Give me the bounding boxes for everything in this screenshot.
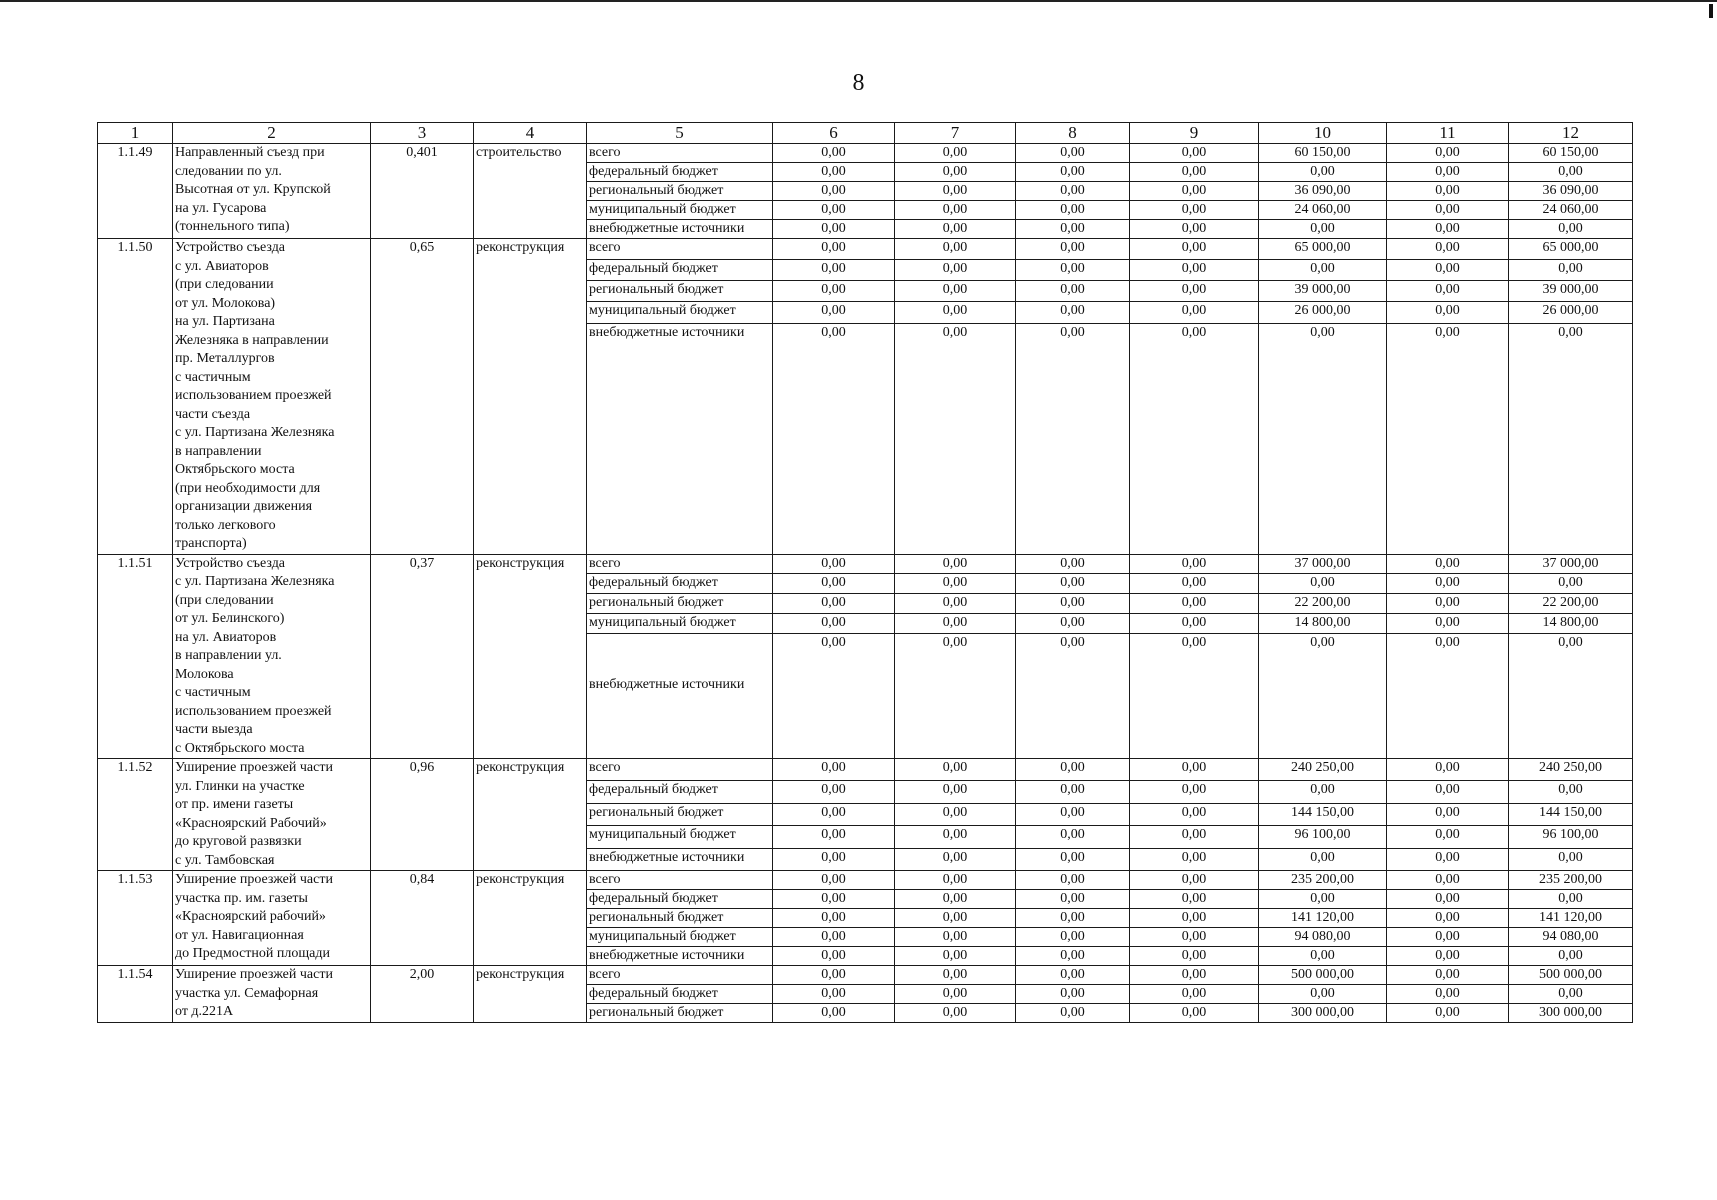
funding-source: внебюджетные источники (587, 220, 773, 239)
amount-cell-col-7: 0,00 (895, 281, 1016, 302)
amount-cell-col-9: 0,00 (1130, 928, 1259, 947)
amount-cell-col-7: 0,00 (895, 781, 1016, 803)
item-work-type: реконструкция (474, 554, 587, 759)
item-length: 0,37 (371, 554, 474, 759)
amount-cell-col-11: 0,00 (1387, 220, 1509, 239)
amount-cell-col-6: 0,00 (773, 302, 895, 323)
amount-cell-col-12: 94 080,00 (1509, 928, 1633, 947)
amount-cell-col-6: 0,00 (773, 848, 895, 870)
amount-cell-col-12: 300 000,00 (1509, 1004, 1633, 1023)
column-header: 6 (773, 123, 895, 144)
amount-cell-col-12: 96 100,00 (1509, 826, 1633, 848)
amount-cell-col-10: 0,00 (1259, 890, 1387, 909)
amount-cell-col-6: 0,00 (773, 890, 895, 909)
amount-cell-col-10: 300 000,00 (1259, 1004, 1387, 1023)
item-name: Направленный съезд при следовании по ул. Высотная от ул. Крупской на ул. Гусарова (тоннельного типа) (173, 144, 371, 239)
funding-source: федеральный бюджет (587, 781, 773, 803)
amount-cell-col-12: 0,00 (1509, 574, 1633, 594)
amount-cell-col-6: 0,00 (773, 323, 895, 554)
amount-cell-col-11: 0,00 (1387, 163, 1509, 182)
table-row (98, 871, 1633, 890)
funding-source: всего (587, 554, 773, 574)
amount-cell-col-12: 37 000,00 (1509, 554, 1633, 574)
column-header: 11 (1387, 123, 1509, 144)
amount-cell-col-8: 0,00 (1016, 281, 1130, 302)
amount-cell-col-10: 0,00 (1259, 260, 1387, 281)
amount-cell-col-7: 0,00 (895, 144, 1016, 163)
item-code: 1.1.49 (98, 144, 173, 239)
header-row (98, 123, 1633, 144)
funding-source: региональный бюджет (587, 909, 773, 928)
amount-cell-col-7: 0,00 (895, 890, 1016, 909)
amount-cell-col-9: 0,00 (1130, 1004, 1259, 1023)
column-header: 9 (1130, 123, 1259, 144)
amount-cell-col-11: 0,00 (1387, 803, 1509, 825)
amount-cell-col-11: 0,00 (1387, 985, 1509, 1004)
amount-cell-col-9: 0,00 (1130, 220, 1259, 239)
funding-source: региональный бюджет (587, 803, 773, 825)
funding-source: муниципальный бюджет (587, 826, 773, 848)
amount-cell-col-9: 0,00 (1130, 909, 1259, 928)
amount-cell-col-11: 0,00 (1387, 144, 1509, 163)
page-number: 8 (852, 70, 865, 96)
amount-cell-col-9: 0,00 (1130, 803, 1259, 825)
column-header: 7 (895, 123, 1016, 144)
scan-top-edge (0, 0, 1717, 2)
amount-cell-col-10: 39 000,00 (1259, 281, 1387, 302)
table-row (98, 144, 1633, 163)
amount-cell-col-9: 0,00 (1130, 594, 1259, 614)
amount-cell-col-10: 14 800,00 (1259, 614, 1387, 634)
amount-cell-col-6: 0,00 (773, 201, 895, 220)
item-code: 1.1.52 (98, 759, 173, 871)
item-work-type: реконструкция (474, 759, 587, 871)
amount-cell-col-12: 500 000,00 (1509, 966, 1633, 985)
amount-cell-col-10: 500 000,00 (1259, 966, 1387, 985)
amount-cell-col-10: 0,00 (1259, 781, 1387, 803)
funding-source: муниципальный бюджет (587, 928, 773, 947)
funding-source: всего (587, 966, 773, 985)
amount-cell-col-12: 144 150,00 (1509, 803, 1633, 825)
funding-source: региональный бюджет (587, 281, 773, 302)
amount-cell-col-10: 36 090,00 (1259, 182, 1387, 201)
funding-source: внебюджетные источники (587, 947, 773, 966)
amount-cell-col-9: 0,00 (1130, 947, 1259, 966)
amount-cell-col-11: 0,00 (1387, 928, 1509, 947)
amount-cell-col-8: 0,00 (1016, 323, 1130, 554)
table-row (98, 759, 1633, 781)
amount-cell-col-7: 0,00 (895, 323, 1016, 554)
amount-cell-col-12: 0,00 (1509, 323, 1633, 554)
amount-cell-col-7: 0,00 (895, 201, 1016, 220)
amount-cell-col-10: 141 120,00 (1259, 909, 1387, 928)
amount-cell-col-7: 0,00 (895, 554, 1016, 574)
item-name: Устройство съезда с ул. Партизана Железняка (при следовании от ул. Белинского) на ул. Авиаторов в направлении ул. Молокова с частичным использованием проезжей части выезда с Октябрьского моста (173, 554, 371, 759)
amount-cell-col-6: 0,00 (773, 826, 895, 848)
funding-source: муниципальный бюджет (587, 614, 773, 634)
amount-cell-col-6: 0,00 (773, 759, 895, 781)
amount-cell-col-8: 0,00 (1016, 848, 1130, 870)
funding-source: региональный бюджет (587, 182, 773, 201)
amount-cell-col-10: 0,00 (1259, 323, 1387, 554)
amount-cell-col-12: 0,00 (1509, 985, 1633, 1004)
amount-cell-col-12: 0,00 (1509, 890, 1633, 909)
amount-cell-col-10: 26 000,00 (1259, 302, 1387, 323)
column-header: 5 (587, 123, 773, 144)
amount-cell-col-6: 0,00 (773, 260, 895, 281)
amount-cell-col-11: 0,00 (1387, 966, 1509, 985)
amount-cell-col-8: 0,00 (1016, 614, 1130, 634)
amount-cell-col-10: 240 250,00 (1259, 759, 1387, 781)
item-work-type: реконструкция (474, 239, 587, 555)
item-work-type: строительство (474, 144, 587, 239)
amount-cell-col-12: 240 250,00 (1509, 759, 1633, 781)
item-name: Уширение проезжей части участка пр. им. газеты «Красноярский рабочий» от ул. Навигационная до Предмостной площади (173, 871, 371, 966)
amount-cell-col-11: 0,00 (1387, 594, 1509, 614)
amount-cell-col-10: 0,00 (1259, 634, 1387, 759)
amount-cell-col-7: 0,00 (895, 803, 1016, 825)
table-body (98, 144, 1633, 1023)
amount-cell-col-10: 37 000,00 (1259, 554, 1387, 574)
item-name: Уширение проезжей части участка ул. Семафорная от д.221А (173, 966, 371, 1023)
scan-corner-mark (1709, 4, 1713, 18)
funding-source: муниципальный бюджет (587, 201, 773, 220)
amount-cell-col-7: 0,00 (895, 848, 1016, 870)
amount-cell-col-7: 0,00 (895, 985, 1016, 1004)
amount-cell-col-9: 0,00 (1130, 163, 1259, 182)
amount-cell-col-10: 235 200,00 (1259, 871, 1387, 890)
item-code: 1.1.53 (98, 871, 173, 966)
amount-cell-col-7: 0,00 (895, 947, 1016, 966)
item-length: 0,65 (371, 239, 474, 555)
amount-cell-col-10: 96 100,00 (1259, 826, 1387, 848)
column-header: 8 (1016, 123, 1130, 144)
amount-cell-col-11: 0,00 (1387, 323, 1509, 554)
amount-cell-col-10: 94 080,00 (1259, 928, 1387, 947)
amount-cell-col-6: 0,00 (773, 781, 895, 803)
amount-cell-col-12: 0,00 (1509, 220, 1633, 239)
amount-cell-col-11: 0,00 (1387, 201, 1509, 220)
amount-cell-col-6: 0,00 (773, 594, 895, 614)
amount-cell-col-9: 0,00 (1130, 871, 1259, 890)
amount-cell-col-7: 0,00 (895, 871, 1016, 890)
amount-cell-col-10: 22 200,00 (1259, 594, 1387, 614)
amount-cell-col-9: 0,00 (1130, 260, 1259, 281)
amount-cell-col-12: 0,00 (1509, 634, 1633, 759)
amount-cell-col-11: 0,00 (1387, 848, 1509, 870)
item-code: 1.1.54 (98, 966, 173, 1023)
amount-cell-col-8: 0,00 (1016, 302, 1130, 323)
amount-cell-col-9: 0,00 (1130, 985, 1259, 1004)
amount-cell-col-11: 0,00 (1387, 260, 1509, 281)
column-header: 2 (173, 123, 371, 144)
amount-cell-col-6: 0,00 (773, 871, 895, 890)
amount-cell-col-11: 0,00 (1387, 614, 1509, 634)
funding-source: федеральный бюджет (587, 163, 773, 182)
amount-cell-col-11: 0,00 (1387, 909, 1509, 928)
amount-cell-col-8: 0,00 (1016, 1004, 1130, 1023)
amount-cell-col-9: 0,00 (1130, 281, 1259, 302)
funding-source: всего (587, 144, 773, 163)
amount-cell-col-11: 0,00 (1387, 239, 1509, 260)
amount-cell-col-11: 0,00 (1387, 281, 1509, 302)
amount-cell-col-9: 0,00 (1130, 826, 1259, 848)
amount-cell-col-11: 0,00 (1387, 781, 1509, 803)
amount-cell-col-9: 0,00 (1130, 781, 1259, 803)
amount-cell-col-11: 0,00 (1387, 890, 1509, 909)
amount-cell-col-6: 0,00 (773, 966, 895, 985)
amount-cell-col-8: 0,00 (1016, 554, 1130, 574)
amount-cell-col-10: 0,00 (1259, 220, 1387, 239)
amount-cell-col-12: 0,00 (1509, 163, 1633, 182)
funding-source: внебюджетные источники (587, 323, 773, 554)
amount-cell-col-7: 0,00 (895, 260, 1016, 281)
funding-source: федеральный бюджет (587, 985, 773, 1004)
amount-cell-col-11: 0,00 (1387, 302, 1509, 323)
amount-cell-col-12: 0,00 (1509, 947, 1633, 966)
funding-source: федеральный бюджет (587, 574, 773, 594)
amount-cell-col-12: 65 000,00 (1509, 239, 1633, 260)
amount-cell-col-6: 0,00 (773, 1004, 895, 1023)
amount-cell-col-6: 0,00 (773, 182, 895, 201)
table-row (98, 966, 1633, 985)
amount-cell-col-8: 0,00 (1016, 759, 1130, 781)
amount-cell-col-11: 0,00 (1387, 1004, 1509, 1023)
column-header: 10 (1259, 123, 1387, 144)
amount-cell-col-6: 0,00 (773, 163, 895, 182)
amount-cell-col-6: 0,00 (773, 614, 895, 634)
amount-cell-col-7: 0,00 (895, 594, 1016, 614)
amount-cell-col-8: 0,00 (1016, 144, 1130, 163)
amount-cell-col-12: 235 200,00 (1509, 871, 1633, 890)
amount-cell-col-9: 0,00 (1130, 239, 1259, 260)
amount-cell-col-6: 0,00 (773, 985, 895, 1004)
amount-cell-col-12: 0,00 (1509, 260, 1633, 281)
amount-cell-col-11: 0,00 (1387, 634, 1509, 759)
amount-cell-col-12: 26 000,00 (1509, 302, 1633, 323)
amount-cell-col-10: 0,00 (1259, 574, 1387, 594)
amount-cell-col-12: 141 120,00 (1509, 909, 1633, 928)
item-length: 2,00 (371, 966, 474, 1023)
funding-source: всего (587, 871, 773, 890)
amount-cell-col-7: 0,00 (895, 928, 1016, 947)
amount-cell-col-7: 0,00 (895, 302, 1016, 323)
amount-cell-col-7: 0,00 (895, 182, 1016, 201)
amount-cell-col-7: 0,00 (895, 966, 1016, 985)
item-length: 0,401 (371, 144, 474, 239)
amount-cell-col-7: 0,00 (895, 574, 1016, 594)
amount-cell-col-8: 0,00 (1016, 826, 1130, 848)
funding-source: внебюджетные источники (587, 848, 773, 870)
amount-cell-col-6: 0,00 (773, 144, 895, 163)
amount-cell-col-11: 0,00 (1387, 554, 1509, 574)
amount-cell-col-11: 0,00 (1387, 871, 1509, 890)
amount-cell-col-9: 0,00 (1130, 848, 1259, 870)
amount-cell-col-9: 0,00 (1130, 634, 1259, 759)
amount-cell-col-12: 14 800,00 (1509, 614, 1633, 634)
item-name: Уширение проезжей части ул. Глинки на участке от пр. имени газеты «Красноярский Рабочий» до круговой развязки с ул. Тамбовская (173, 759, 371, 871)
amount-cell-col-11: 0,00 (1387, 947, 1509, 966)
amount-cell-col-7: 0,00 (895, 826, 1016, 848)
amount-cell-col-10: 0,00 (1259, 848, 1387, 870)
item-name: Устройство съезда с ул. Авиаторов (при следовании от ул. Молокова) на ул. Партизана Железняка в направлении пр. Металлургов с частичным использованием проезжей части съезда с ул. Партизана Железняка в направлении Октябрьского моста (при необходимости для организации движения только легкового транспорта) (173, 239, 371, 555)
amount-cell-col-8: 0,00 (1016, 239, 1130, 260)
funding-source: федеральный бюджет (587, 890, 773, 909)
amount-cell-col-8: 0,00 (1016, 871, 1130, 890)
amount-cell-col-10: 60 150,00 (1259, 144, 1387, 163)
amount-cell-col-10: 65 000,00 (1259, 239, 1387, 260)
amount-cell-col-12: 39 000,00 (1509, 281, 1633, 302)
item-work-type: реконструкция (474, 871, 587, 966)
amount-cell-col-6: 0,00 (773, 928, 895, 947)
amount-cell-col-10: 144 150,00 (1259, 803, 1387, 825)
amount-cell-col-10: 0,00 (1259, 947, 1387, 966)
amount-cell-col-6: 0,00 (773, 220, 895, 239)
column-header: 3 (371, 123, 474, 144)
amount-cell-col-9: 0,00 (1130, 302, 1259, 323)
amount-cell-col-11: 0,00 (1387, 574, 1509, 594)
item-work-type: реконструкция (474, 966, 587, 1023)
amount-cell-col-9: 0,00 (1130, 614, 1259, 634)
amount-cell-col-6: 0,00 (773, 239, 895, 260)
amount-cell-col-12: 0,00 (1509, 781, 1633, 803)
amount-cell-col-11: 0,00 (1387, 759, 1509, 781)
amount-cell-col-6: 0,00 (773, 281, 895, 302)
amount-cell-col-6: 0,00 (773, 803, 895, 825)
funding-source: федеральный бюджет (587, 260, 773, 281)
amount-cell-col-7: 0,00 (895, 909, 1016, 928)
table-row (98, 239, 1633, 260)
amount-cell-col-8: 0,00 (1016, 966, 1130, 985)
item-code: 1.1.51 (98, 554, 173, 759)
amount-cell-col-6: 0,00 (773, 574, 895, 594)
amount-cell-col-7: 0,00 (895, 614, 1016, 634)
amount-cell-col-8: 0,00 (1016, 260, 1130, 281)
amount-cell-col-8: 0,00 (1016, 594, 1130, 614)
amount-cell-col-8: 0,00 (1016, 220, 1130, 239)
amount-cell-col-7: 0,00 (895, 163, 1016, 182)
amount-cell-col-8: 0,00 (1016, 201, 1130, 220)
item-length: 0,96 (371, 759, 474, 871)
item-code: 1.1.50 (98, 239, 173, 555)
amount-cell-col-12: 60 150,00 (1509, 144, 1633, 163)
amount-cell-col-7: 0,00 (895, 220, 1016, 239)
amount-cell-col-9: 0,00 (1130, 890, 1259, 909)
amount-cell-col-6: 0,00 (773, 554, 895, 574)
column-header: 1 (98, 123, 173, 144)
table-row (98, 554, 1633, 574)
amount-cell-col-8: 0,00 (1016, 803, 1130, 825)
amount-cell-col-7: 0,00 (895, 239, 1016, 260)
amount-cell-col-8: 0,00 (1016, 781, 1130, 803)
amount-cell-col-9: 0,00 (1130, 759, 1259, 781)
funding-source: региональный бюджет (587, 594, 773, 614)
amount-cell-col-8: 0,00 (1016, 985, 1130, 1004)
funding-source: всего (587, 759, 773, 781)
funding-source: внебюджетные источники (587, 634, 773, 759)
amount-cell-col-9: 0,00 (1130, 323, 1259, 554)
amount-cell-col-7: 0,00 (895, 634, 1016, 759)
amount-cell-col-9: 0,00 (1130, 554, 1259, 574)
amount-cell-col-8: 0,00 (1016, 182, 1130, 201)
item-length: 0,84 (371, 871, 474, 966)
amount-cell-col-11: 0,00 (1387, 826, 1509, 848)
amount-cell-col-12: 0,00 (1509, 848, 1633, 870)
amount-cell-col-12: 24 060,00 (1509, 201, 1633, 220)
amount-cell-col-9: 0,00 (1130, 574, 1259, 594)
amount-cell-col-9: 0,00 (1130, 966, 1259, 985)
amount-cell-col-6: 0,00 (773, 909, 895, 928)
amount-cell-col-8: 0,00 (1016, 574, 1130, 594)
amount-cell-col-8: 0,00 (1016, 163, 1130, 182)
amount-cell-col-9: 0,00 (1130, 144, 1259, 163)
amount-cell-col-10: 0,00 (1259, 985, 1387, 1004)
amount-cell-col-12: 36 090,00 (1509, 182, 1633, 201)
amount-cell-col-6: 0,00 (773, 634, 895, 759)
amount-cell-col-8: 0,00 (1016, 947, 1130, 966)
amount-cell-col-8: 0,00 (1016, 634, 1130, 759)
amount-cell-col-10: 24 060,00 (1259, 201, 1387, 220)
amount-cell-col-8: 0,00 (1016, 909, 1130, 928)
funding-source: всего (587, 239, 773, 260)
column-header: 12 (1509, 123, 1633, 144)
amount-cell-col-7: 0,00 (895, 1004, 1016, 1023)
amount-cell-col-6: 0,00 (773, 947, 895, 966)
amount-cell-col-7: 0,00 (895, 759, 1016, 781)
funding-source: муниципальный бюджет (587, 302, 773, 323)
amount-cell-col-9: 0,00 (1130, 182, 1259, 201)
funding-source: региональный бюджет (587, 1004, 773, 1023)
amount-cell-col-9: 0,00 (1130, 201, 1259, 220)
amount-cell-col-11: 0,00 (1387, 182, 1509, 201)
amount-cell-col-10: 0,00 (1259, 163, 1387, 182)
amount-cell-col-8: 0,00 (1016, 890, 1130, 909)
budget-table (97, 122, 1633, 1023)
amount-cell-col-12: 22 200,00 (1509, 594, 1633, 614)
amount-cell-col-8: 0,00 (1016, 928, 1130, 947)
column-header: 4 (474, 123, 587, 144)
